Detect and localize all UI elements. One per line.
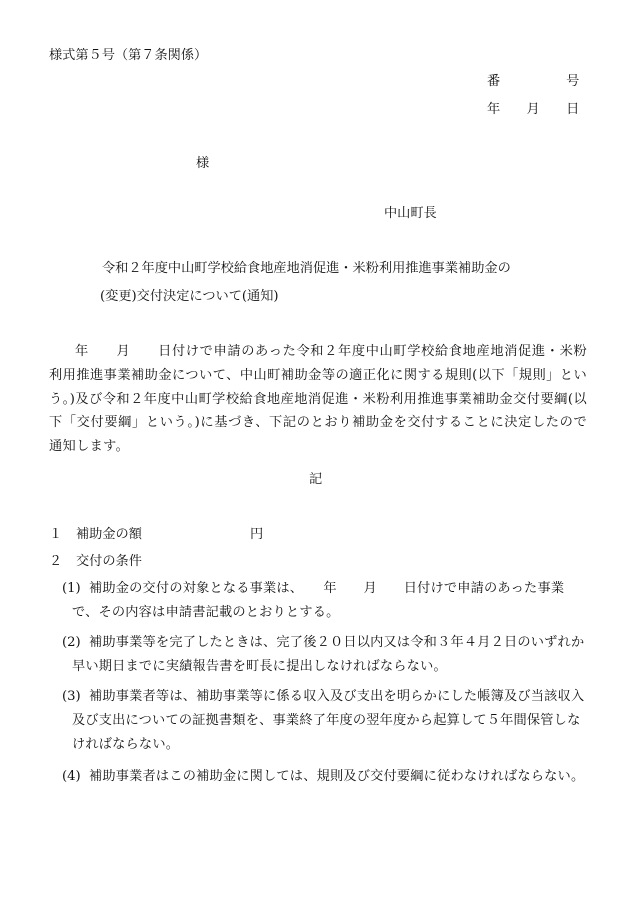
condition-number: (1) xyxy=(62,581,81,596)
reference-number: 番 号 xyxy=(487,74,580,89)
form-label: 様式第５号（第７条関係） xyxy=(49,48,208,63)
condition-item xyxy=(62,577,590,625)
section1-number: １ xyxy=(49,527,63,542)
condition-text: 補助金の交付の対象となる事業は、 年 月 日付けで申請のあった事業で、その内容は申請書記載のとおりとする。 xyxy=(72,581,565,620)
condition-number: (2) xyxy=(62,635,81,650)
condition-text: 補助事業者はこの補助金に関しては、規則及び交付要綱に従わなければならない。 xyxy=(89,769,585,784)
condition-item xyxy=(62,631,590,679)
section2-label: 交付の条件 xyxy=(76,554,142,569)
document-title-line2: (変更)交付決定について(通知) xyxy=(100,289,279,304)
ki-marker: 記 xyxy=(309,472,323,487)
condition-item xyxy=(62,685,590,757)
section2-number: ２ xyxy=(49,554,63,569)
body-paragraph: 年 月 日付けで申請のあった令和２年度中山町学校給食地産地消促進・米粉利用推進事業補助金について、中山町補助金等の適正化に関する規則(以下「規則」という。)及び令和２年度中山町学校給食地産地消促進・米粉利用推進事業補助金交付要綱(以下「交付要綱」という。)に基づき、下記のとおり補助金を交付することに決定したので通知します。 xyxy=(49,344,587,455)
condition-text: 補助事業等を完了したときは、完了後２０日以内又は令和３年４月２日のいずれか早い期日までに実績報告書を町長に提出しなければならない。 xyxy=(72,635,585,674)
section1-unit: 円 xyxy=(250,527,264,542)
condition-item xyxy=(62,765,590,789)
condition-text: 補助事業者等は、補助事業等に係る収入及び支出を明らかにした帳簿及び当該収入及び支出についての証拠書類を、事業終了年度の翌年度から起算して５年間保管しなければならない。 xyxy=(72,689,585,752)
addressee-suffix: 様 xyxy=(196,156,210,171)
issue-date: 年 月 日 xyxy=(487,102,580,117)
condition-number: (4) xyxy=(62,769,81,784)
condition-number: (3) xyxy=(62,689,81,704)
document-title-line1: 令和２年度中山町学校給食地産地消促進・米粉利用推進事業補助金の xyxy=(102,261,511,276)
sender-name: 中山町長 xyxy=(384,206,437,221)
section1-label: 補助金の額 xyxy=(76,527,142,542)
